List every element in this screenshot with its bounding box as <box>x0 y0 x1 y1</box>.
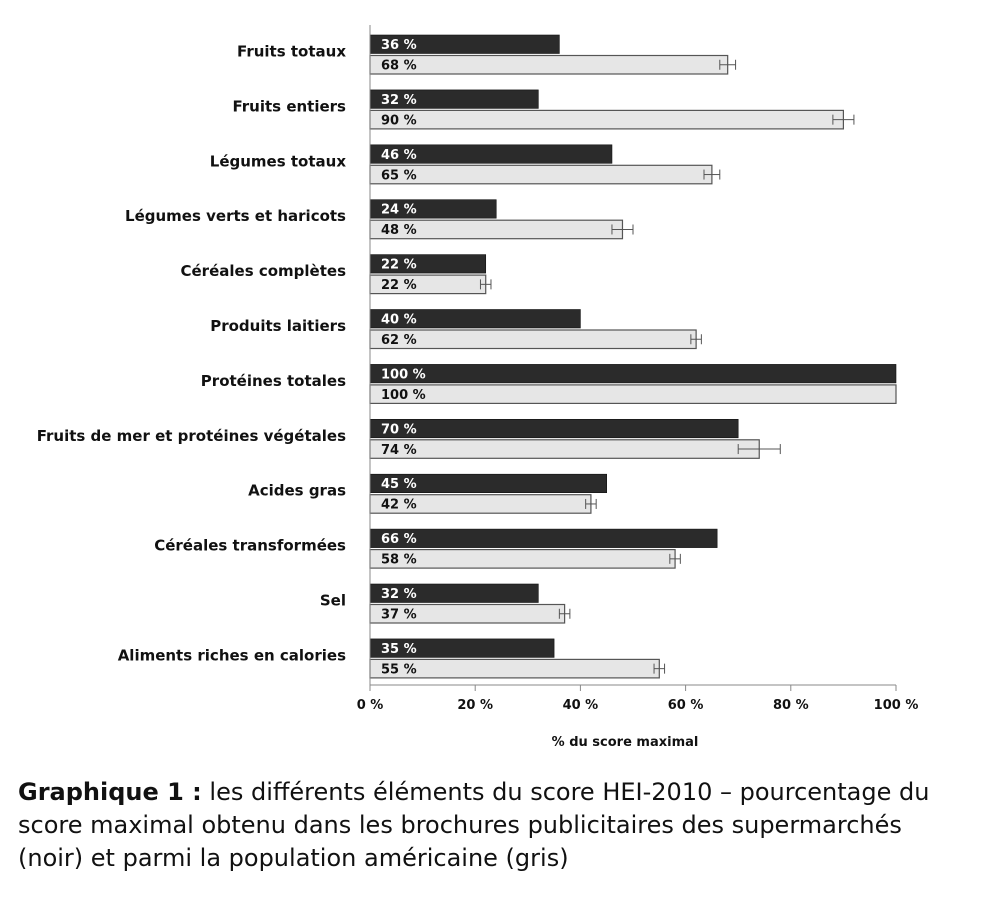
x-tick-label: 40 % <box>562 698 599 713</box>
data-label-gris: 74 % <box>381 442 417 458</box>
bar-gris <box>370 56 728 75</box>
data-label-noir: 24 % <box>381 202 417 218</box>
x-tick-label: 100 % <box>873 698 919 713</box>
bar-gris <box>370 165 712 184</box>
data-label-noir: 22 % <box>381 257 417 273</box>
data-label-gris: 100 % <box>381 387 426 403</box>
chart-labels <box>37 38 426 677</box>
category-label: Produits laitiers <box>210 317 346 335</box>
category-label: Protéines totales <box>200 371 346 390</box>
data-label-gris: 58 % <box>381 552 417 568</box>
category-label: Aliments riches en calories <box>117 646 346 665</box>
category-label: Fruits de mer et protéines végétales <box>36 426 346 445</box>
bar-gris <box>370 440 759 459</box>
x-tick-label: 0 % <box>356 698 384 713</box>
caption-title: Graphique 1 : <box>18 778 202 806</box>
x-axis-title: % du score maximal <box>551 735 699 750</box>
x-tick-label: 20 % <box>457 698 494 713</box>
data-label-gris: 65 % <box>381 168 417 184</box>
bar-gris <box>370 110 843 128</box>
bar-noir <box>370 529 717 548</box>
x-tick-label: 60 % <box>667 698 704 713</box>
data-label-gris: 90 % <box>381 113 417 129</box>
caption-text: les différents éléments du score HEI-2010 – pourcentage du score maximal obtenu dans les brochures publicitaires des supermarchés (noir) et parmi la population américaine (gris) <box>18 778 930 872</box>
category-label: Céréales transformées <box>154 536 346 555</box>
bar-noir <box>370 419 738 438</box>
bar-gris <box>370 330 696 349</box>
category-label: Acides gras <box>248 481 346 500</box>
data-label-noir: 36 % <box>381 38 417 53</box>
category-label: Céréales complètes <box>180 262 346 281</box>
category-label: Légumes totaux <box>209 152 346 171</box>
data-label-gris: 48 % <box>381 223 417 239</box>
data-label-gris: 37 % <box>381 607 417 623</box>
data-label-noir: 100 % <box>381 367 426 383</box>
data-label-noir: 40 % <box>381 312 417 328</box>
data-label-gris: 55 % <box>381 662 417 678</box>
data-label-noir: 45 % <box>381 477 417 493</box>
data-label-gris: 22 % <box>381 278 417 294</box>
chart-bars <box>370 35 896 678</box>
bar-gris <box>370 385 896 404</box>
data-label-noir: 32 % <box>381 587 417 602</box>
data-label-gris: 68 % <box>381 58 417 74</box>
category-label: Légumes verts et haricots <box>125 207 346 226</box>
data-label-noir: 70 % <box>381 422 417 438</box>
data-label-gris: 62 % <box>381 333 417 348</box>
category-label: Fruits totaux <box>237 42 346 61</box>
category-label: Fruits entiers <box>232 97 346 116</box>
category-label: Sel <box>319 591 346 610</box>
x-tick-label: 80 % <box>772 698 809 713</box>
data-label-noir: 35 % <box>381 641 417 657</box>
data-label-gris: 42 % <box>381 497 417 513</box>
figure-caption <box>18 776 968 875</box>
data-label-noir: 66 % <box>381 532 417 548</box>
data-label-noir: 32 % <box>381 92 417 108</box>
data-label-noir: 46 % <box>381 147 417 163</box>
bar-noir <box>370 364 896 383</box>
